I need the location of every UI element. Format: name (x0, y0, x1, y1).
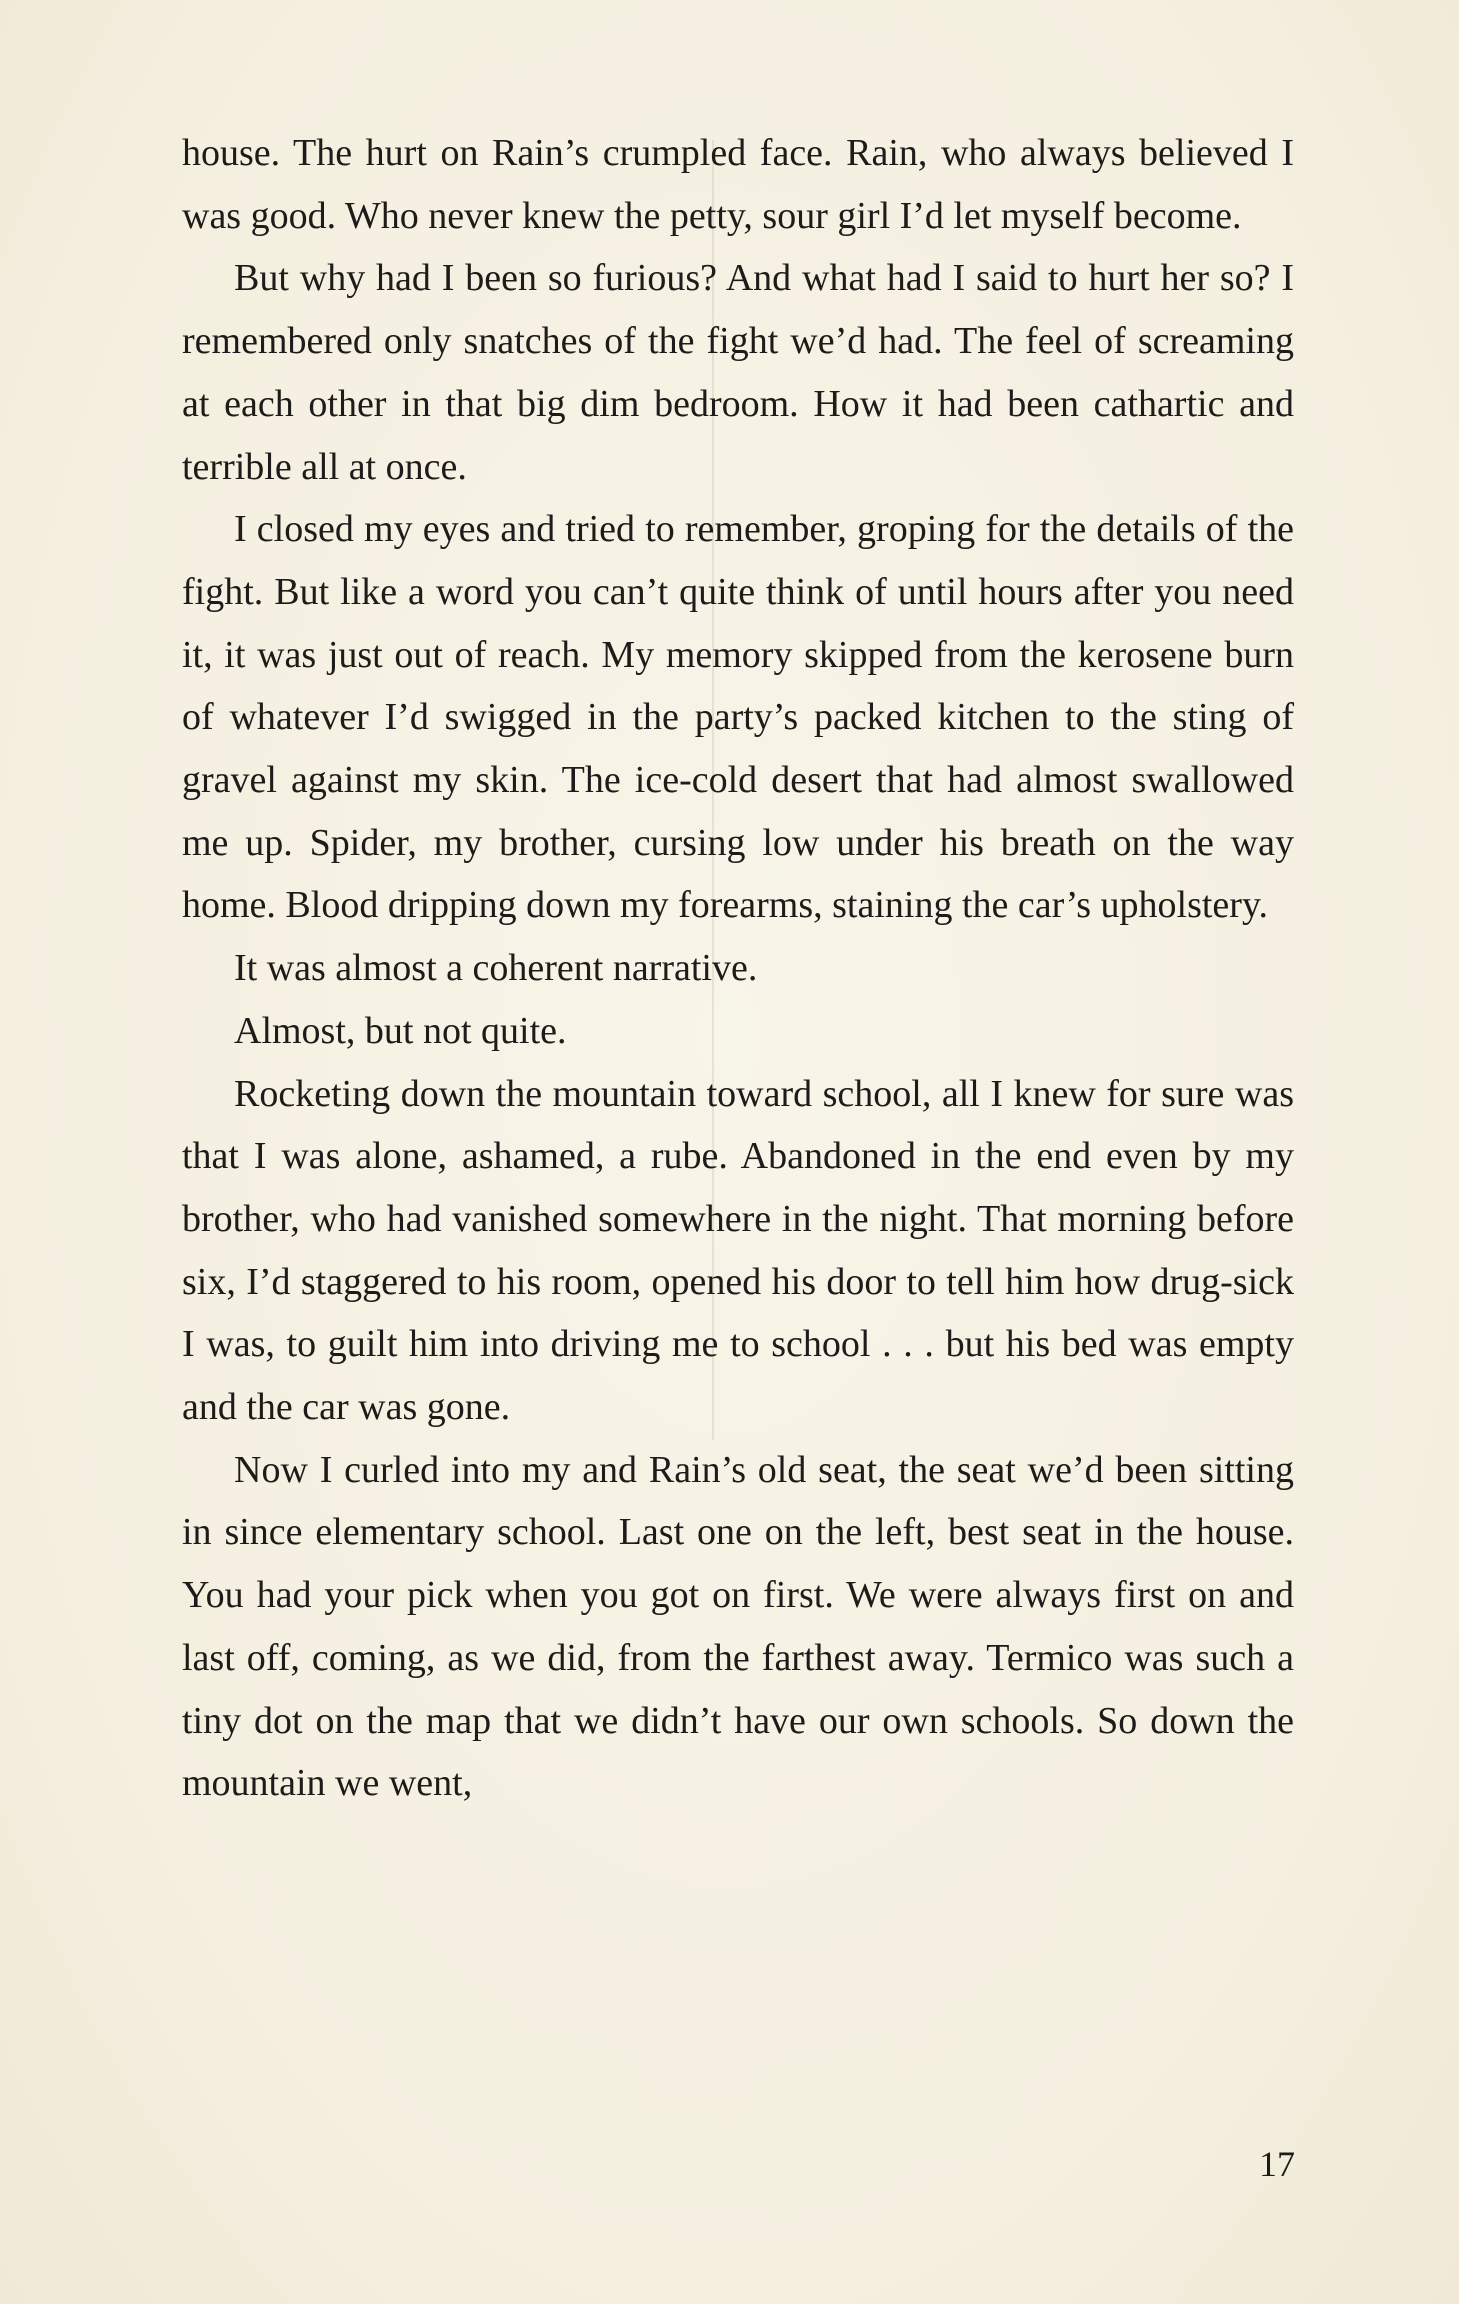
page-number: 17 (1259, 2144, 1295, 2184)
paragraph-3: I closed my eyes and tried to remember, groping for the details of the fight. But like a word you can’t quite think of until hours after you need it, it was just out of reach. My memory skipped from the kerosene burn of whatever I’d swigged in the party’s packed kitchen to the sting of gravel against my skin. The ice-cold desert that had almost swallowed me up. Spider, my brother, cursing low under his breath on the way home. Blood dripping down my forearms, staining the car’s upholstery. (182, 508, 1294, 927)
paragraph-1: house. The hurt on Rain’s crumpled face. Rain, who always believed I was good. Who never knew the petty, sour girl I’d let myself become. (182, 132, 1294, 237)
paragraph-4: It was almost a coherent narrative. (234, 947, 758, 990)
body-text (182, 122, 1294, 1815)
paragraph-6: Rocketing down the mountain toward school, all I knew for sure was that I was alone, ashamed, a rube. Abandoned in the end even by my brother, who had vanished somewhere in the night. That morning before six, I’d staggered to his room, opened his door to tell him how drug-sick I was, to guilt him into driving me to school . . . but his bed was empty and the car was gone. (182, 1072, 1294, 1429)
paragraph-5: Almost, but not quite. (234, 1009, 567, 1052)
paragraph-7: Now I curled into my and Rain’s old seat, the seat we’d been sitting in since elementary school. Last one on the left, best seat in the house. You had your pick when you got on first. We were always first on and last off, coming, as we did, from the farthest away. Termico was such a tiny dot on the map that we didn’t have our own schools. So down the mountain we went, (182, 1448, 1294, 1805)
paragraph-2: But why had I been so furious? And what had I said to hurt her so? I remembered only snatches of the fight we’d had. The feel of screaming at each other in that big dim bedroom. How it had been cathartic and terrible all at once. (182, 257, 1294, 488)
